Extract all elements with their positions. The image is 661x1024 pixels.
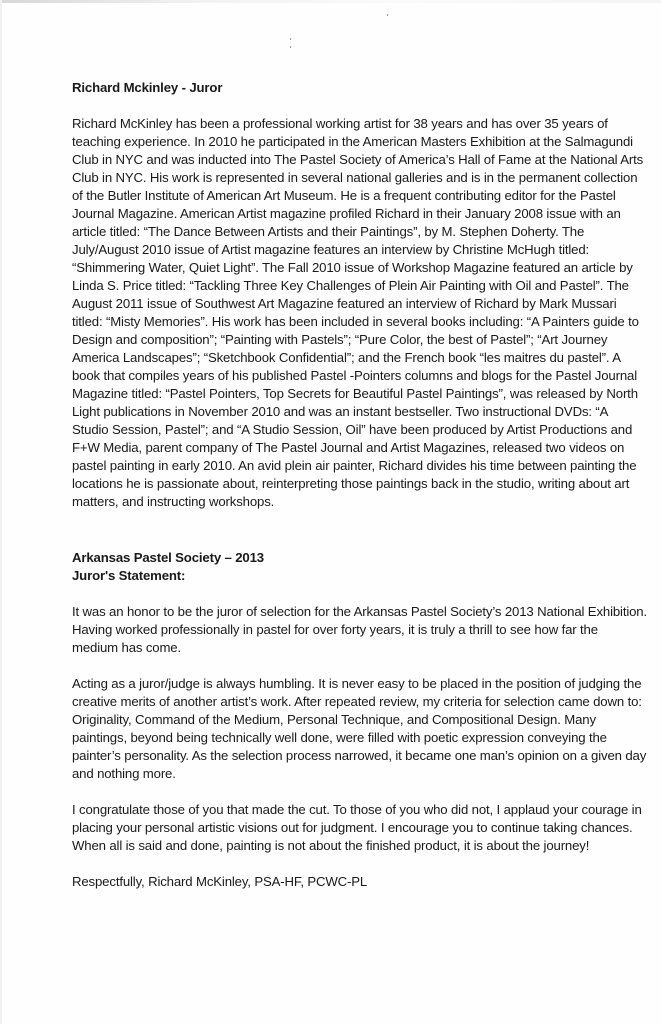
scan-speck (290, 38, 291, 40)
statement-paragraph-honor: It was an honor to be the juror of selection for the Arkansas Pastel Society’s 2013 National Exhibition. Having worked professionally in pastel for over forty years, it is truly a thrill to see how far the medium has come. (72, 604, 648, 655)
statement-paragraph-criteria: Acting as a juror/judge is always humbling. It is never easy to be placed in the position of judging the creative merits of another artist’s work. After repeated review, my criteria for selection came down to: Originality, Command of the Medium, Personal Technique, and Compositional Design. Many paintings, beyond being technically well done, were filled with poetic expression conveying the painter’s personality. As the selection process narrowed, it became one man’s opinion on a given day and nothing more. (72, 676, 647, 781)
statement-paragraph-congratulations: I congratulate those of you that made the cut. To those of you who did not, I applaud your courage in placing your personal artistic visions out for judgment. I encourage you to continue taking chances. When all is said and done, painting is not about the finished product, it is about the journey! (72, 802, 642, 853)
scan-speck (387, 14, 388, 16)
scan-speck (290, 46, 291, 48)
statement-heading-title: Juror's Statement: (72, 568, 186, 583)
juror-bio-section (72, 79, 647, 511)
page-top-edge-shadow (2, 0, 661, 3)
statement-heading-society: Arkansas Pastel Society – 2013 (72, 550, 264, 565)
bio-heading: Richard Mckinley - Juror (72, 80, 223, 95)
jurors-statement-section (72, 549, 647, 891)
document-body (72, 79, 647, 891)
statement-signoff: Respectfully, Richard McKinley, PSA-HF, PCWC-PL (72, 874, 368, 889)
bio-paragraph: Richard McKinley has been a professional working artist for 38 years and has over 35 years of teaching experience. In 2010 he participated in the American Masters Exhibition at the Salmagundi Club in NYC and was inducted into The Pastel Society of America’s Hall of Fame at the National Arts Club in NYC. His work is represented in several national galleries and is in the permanent collection of the Butler Institute of American Art Museum. He is a frequent contributing editor for the Pastel Journal Magazine. American Artist magazine profiled Richard in their January 2008 issue with an article titled: “The Dance Between Artists and their Paintings”, by M. Stephen Doherty. The July/August 2010 issue of Artist magazine features an interview by Christine McHugh titled: “Shimmering Water, Quiet Light”. The Fall 2010 issue of Workshop Magazine featured an article by Linda S. Price titled: “Tackling Three Key Challenges of Plein Air Painting with Oil and Pastel”. The August 2011 issue of Southwest Art Magazine featured an interview of Richard by Mark Mussari titled: “Misty Memories”. His work has been included in several books including: “A Painters guide to Design and composition”; “Painting with Pastels”; “Pure Color, the best of Pastel”; “Art Journey America Landscapes”; “Sketchbook Confidential”; and the French book “les maitres du pastel”. A book that compiles years of his published Pastel -Pointers columns and blogs for the Pastel Journal Magazine titled: “Pastel Pointers, Top Secrets for Beautiful Pastel Paintings”, was released by North Light publications in November 2010 and was an instant bestseller. Two instructional DVDs: “A Studio Session, Pastel”; and “A Studio Session, Oil” have been produced by Artist Productions and F+W Media, parent company of The Pastel Journal and Artist Magazines, released two videos on pastel painting in early 2010. An avid plein air painter, Richard divides his time between painting the locations he is passionate about, reinterpreting those paintings back in the studio, writing about art matters, and instructing workshops. (72, 116, 644, 509)
